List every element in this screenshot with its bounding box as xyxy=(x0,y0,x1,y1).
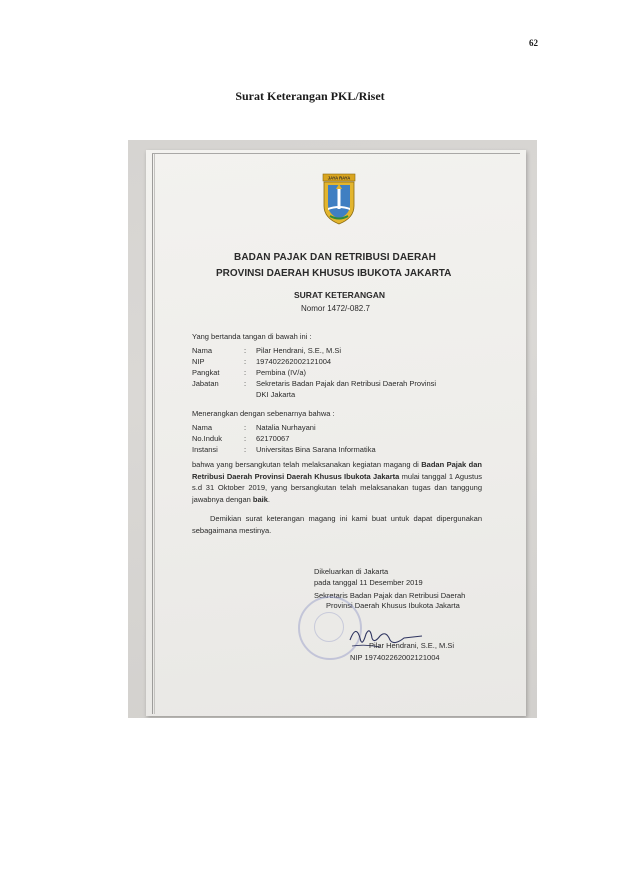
closing-paragraph: Demikian surat keterangan magang ini kami buat untuk dapat dipergunakan sebagaimana mestinya. xyxy=(192,514,482,535)
paper-edge-line xyxy=(152,154,153,714)
colon: : xyxy=(244,368,247,377)
student-value: Universitas Bina Sarana Informatika xyxy=(256,445,376,454)
body-paragraph xyxy=(192,459,482,505)
paragraph-text: . xyxy=(267,494,270,504)
signer-label: Pangkat xyxy=(192,368,220,377)
paper-edge-line xyxy=(154,154,155,714)
signer-value-continued: DKI Jakarta xyxy=(256,390,296,399)
issued-place: Dikeluarkan di Jakarta xyxy=(314,567,389,576)
organization-province: PROVINSI DAERAH KHUSUS IBUKOTA JAKARTA xyxy=(216,268,452,279)
colon: : xyxy=(244,346,247,355)
paragraph-text: bahwa yang bersangkutan telah melaksanakan kegiatan magang di xyxy=(192,460,422,469)
colon: : xyxy=(244,445,247,454)
signer-nip: NIP 197402262002121004 xyxy=(350,653,440,662)
jakarta-coat-of-arms-logo xyxy=(320,172,358,226)
colon: : xyxy=(244,379,247,388)
colon: : xyxy=(244,357,247,366)
institution-name: Badan Pajak dan Retribusi Daerah Provinsi Daerah Khusus Ibukota Jakarta xyxy=(192,460,483,481)
signer-value: Pilar Hendrani, S.E., M.Si xyxy=(256,346,342,355)
logo-motto: JAYA RAYA xyxy=(327,175,351,181)
signer-value: Sekretaris Badan Pajak dan Retribusi Daerah Provinsi xyxy=(256,379,437,388)
intro-text: Yang bertanda tangan di bawah ini : xyxy=(192,332,312,341)
letter-paper xyxy=(146,150,526,716)
student-value: 62170067 xyxy=(256,434,290,443)
page-title: Surat Keterangan PKL/Riset xyxy=(235,89,385,103)
page-number: 62 xyxy=(529,38,538,48)
student-label: Nama xyxy=(192,423,213,432)
signer-value: Pembina (IV/a) xyxy=(256,368,307,377)
official-stamp-center xyxy=(314,612,344,642)
evaluation-word: baik xyxy=(252,494,268,504)
paper-fold-line xyxy=(152,153,520,154)
document-number: Nomor 1472/-082.7 xyxy=(301,304,370,313)
paragraph-text: mulai tanggal 1 Agustus s.d 31 Oktober 2019, yang bersangkutan telah melaksanakan tugas dan tanggung jawabnya dengan xyxy=(192,471,482,504)
colon: : xyxy=(244,434,247,443)
signer-name: Pilar Hendrani, S.E., M.Si xyxy=(369,641,455,650)
signer-label: Nama xyxy=(192,346,213,355)
signer-label: NIP xyxy=(192,357,205,366)
scanned-letter-photo xyxy=(128,140,537,718)
student-label: No.Induk xyxy=(192,434,223,443)
colon: : xyxy=(244,423,247,432)
student-label: Instansi xyxy=(192,445,218,454)
declaration-text: Menerangkan dengan sebenarnya bahwa : xyxy=(192,409,335,418)
organization-name: BADAN PAJAK DAN RETRIBUSI DAERAH xyxy=(234,252,436,263)
signer-value: 197402262002121004 xyxy=(256,357,332,366)
signer-title: Provinsi Daerah Khusus Ibukota Jakarta xyxy=(326,601,460,610)
document-title: SURAT KETERANGAN xyxy=(294,290,385,300)
signer-title: Sekretaris Badan Pajak dan Retribusi Daerah xyxy=(314,591,466,600)
student-value: Natalia Nurhayani xyxy=(256,423,316,432)
signer-label: Jabatan xyxy=(192,379,219,388)
issued-date: pada tanggal 11 Desember 2019 xyxy=(314,578,423,587)
